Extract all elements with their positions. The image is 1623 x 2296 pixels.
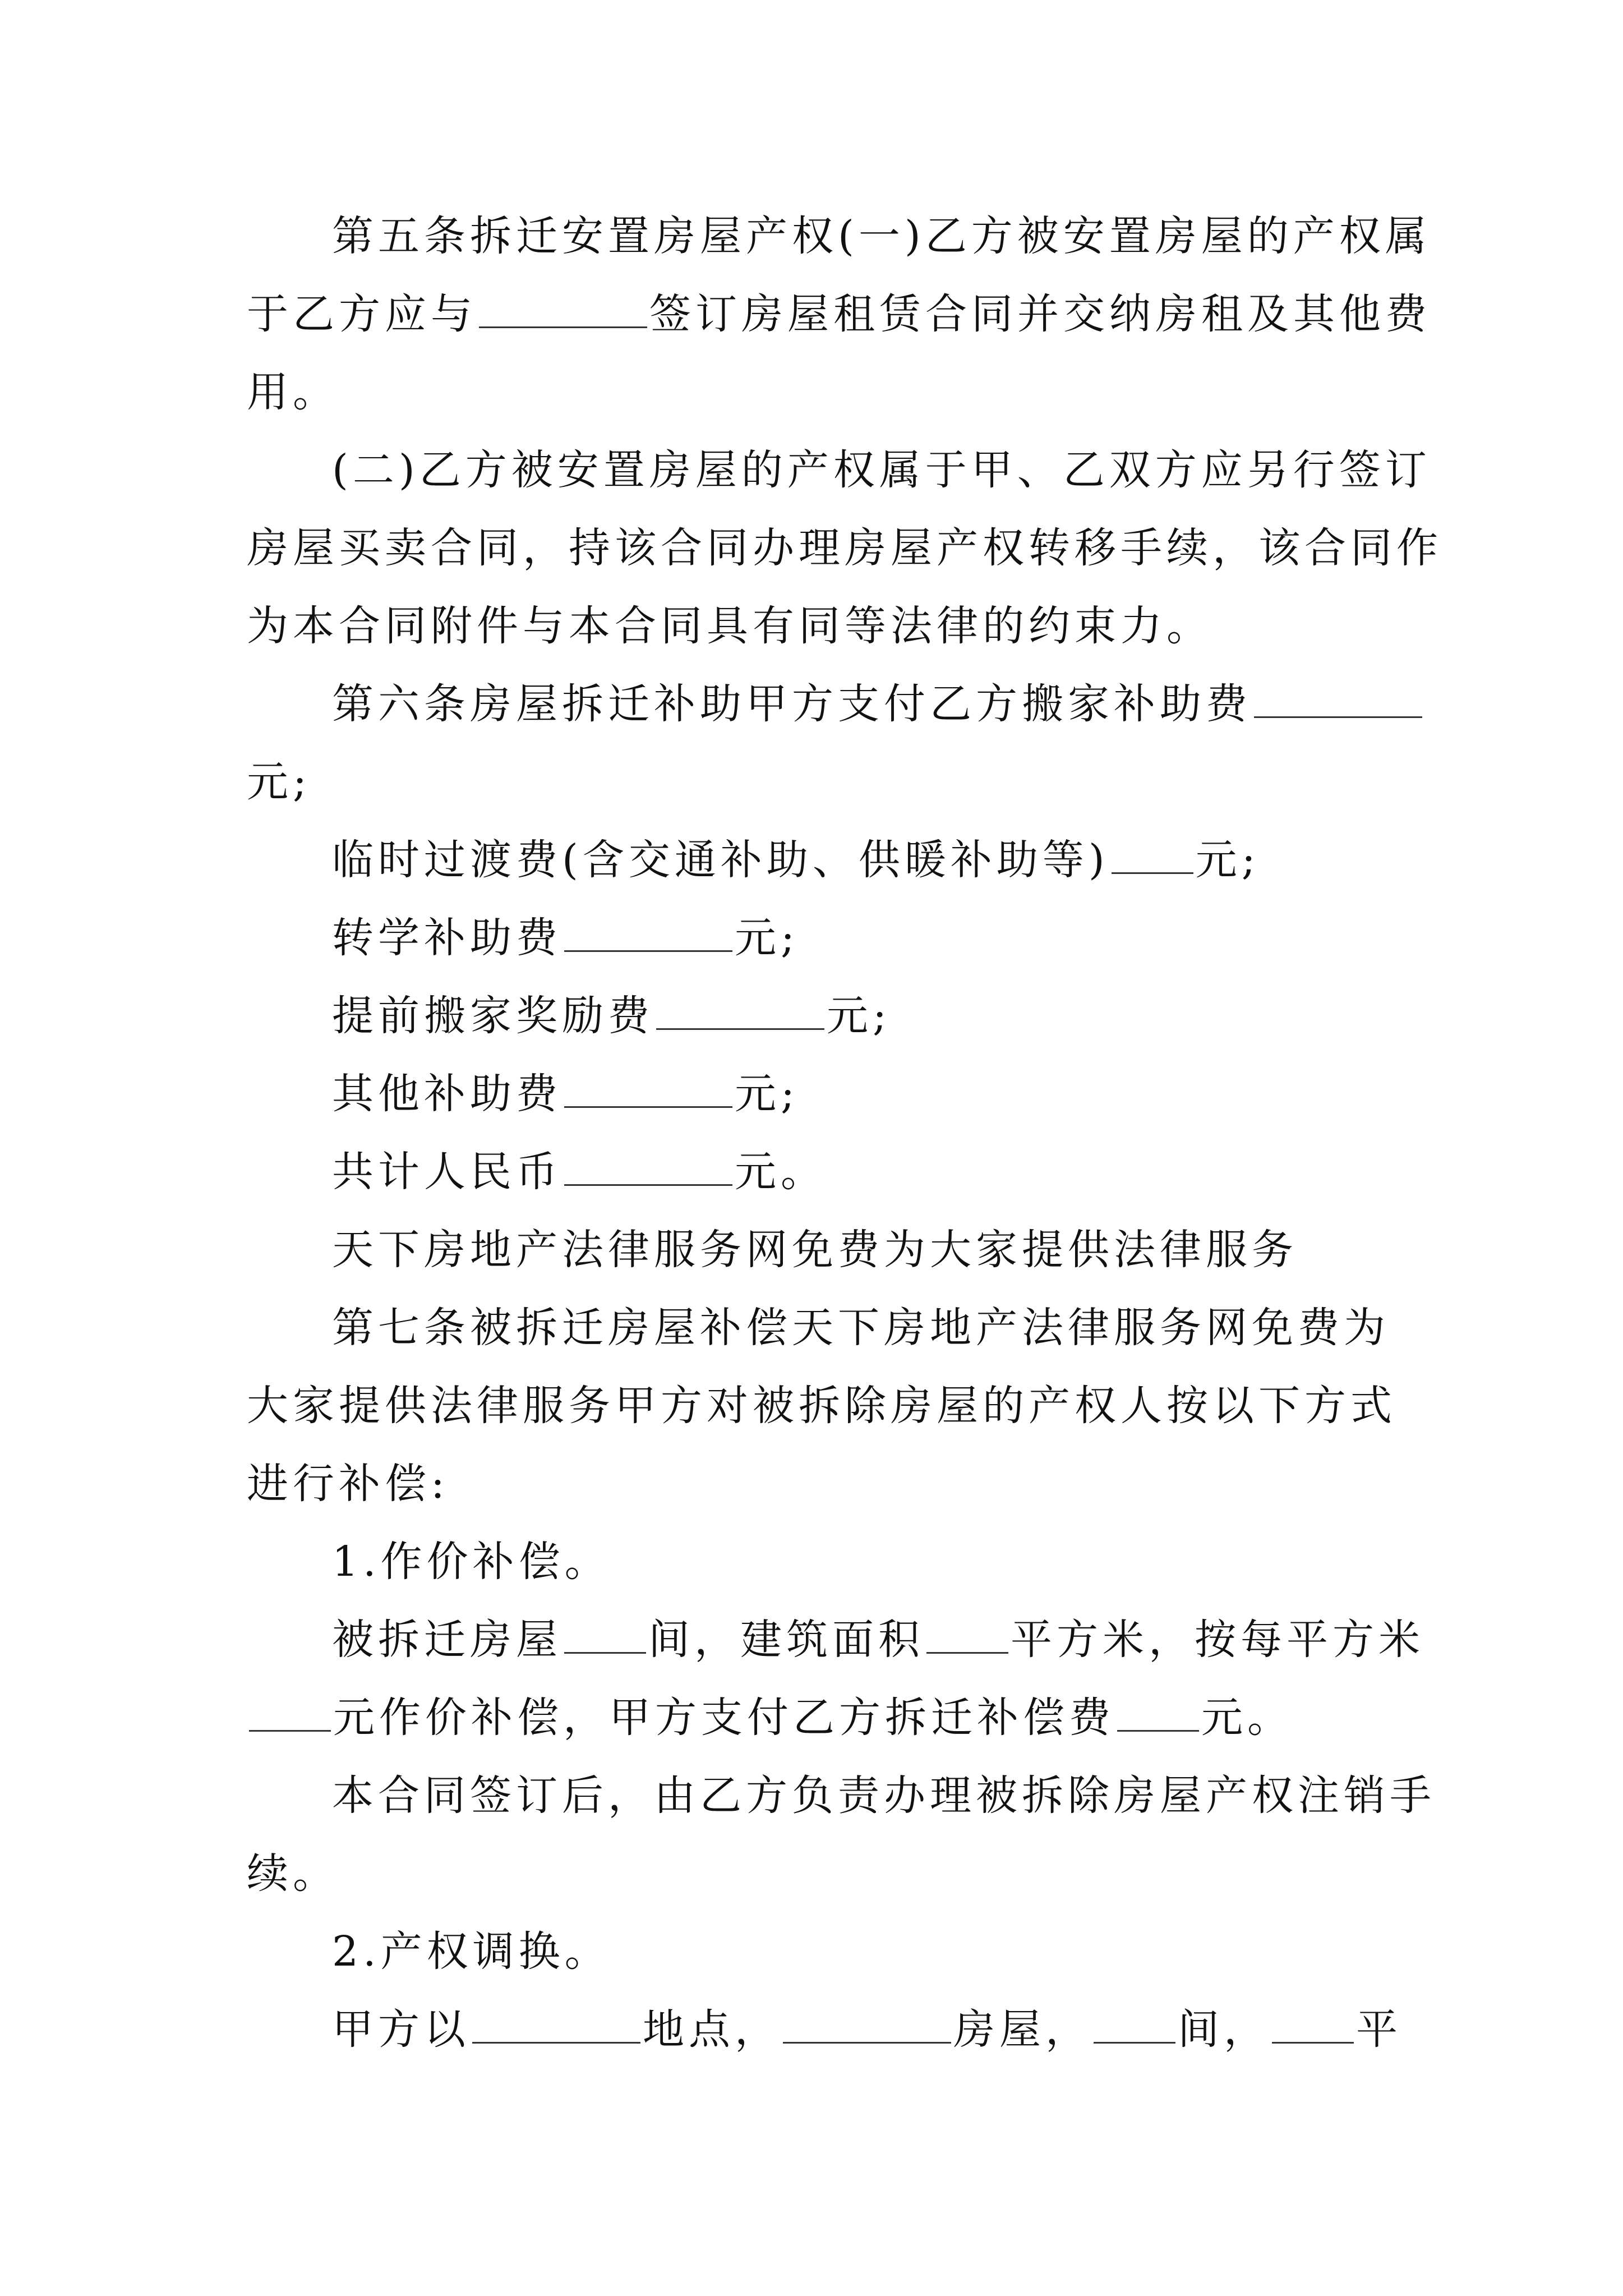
blank-field <box>472 2008 640 2044</box>
paragraph-line <box>247 899 1385 977</box>
text-run: 平方米，按每平方米 <box>1011 1616 1424 1664</box>
blank-field <box>564 917 732 952</box>
text-run: 地点， <box>643 2005 781 2054</box>
blank-field <box>564 1151 732 1186</box>
text-run: 元。 <box>735 1148 827 1196</box>
blank-field <box>1117 1696 1199 1732</box>
text-run: 元; <box>735 914 799 962</box>
text-run: (二)乙方被安置房屋的产权属于甲、乙双方应另行签订 <box>332 446 1431 494</box>
paragraph-line <box>247 509 1442 587</box>
blank-field <box>1112 839 1193 874</box>
paragraph-line <box>247 1913 1385 1991</box>
text-run: 被拆迁房屋 <box>332 1616 562 1664</box>
blank-field <box>926 1618 1008 1654</box>
paragraph-line <box>247 275 1431 353</box>
text-run: 共计人民币 <box>332 1148 562 1196</box>
text-run: 元; <box>247 758 311 806</box>
paragraph-line <box>247 1991 1402 2069</box>
text-run: 转学补助费 <box>332 914 562 962</box>
text-run: 为本合同附件与本合同具有同等法律的约束力。 <box>247 602 1212 650</box>
text-run: 元; <box>735 1070 799 1118</box>
text-run: 临时过渡费(含交通补助、供暖补助等) <box>332 836 1109 884</box>
text-run: 进行补偿: <box>247 1460 449 1508</box>
blank-field <box>479 293 647 328</box>
text-run: 用。 <box>247 368 339 416</box>
blank-field <box>249 1696 331 1732</box>
text-run: 续。 <box>247 1849 339 1898</box>
paragraph-line <box>247 1835 1385 1913</box>
paragraph-line <box>247 1055 1385 1133</box>
text-run: 1.作价补偿。 <box>332 1538 611 1586</box>
blank-field <box>656 995 824 1030</box>
text-run: 大家提供法律服务甲方对被拆除房屋的产权人按以下方式 <box>247 1382 1396 1430</box>
text-run: 签订房屋租赁合同并交纳房租及其他费 <box>649 290 1431 338</box>
text-run: 提前搬家奖励费 <box>332 992 654 1040</box>
blank-field <box>564 1618 646 1654</box>
text-run: 第七条被拆迁房屋补偿天下房地产法律服务网免费为 <box>332 1304 1390 1352</box>
blank-field <box>783 2008 951 2044</box>
text-run: 第五条拆迁安置房屋产权(一)乙方被安置房屋的产权属 <box>332 212 1431 260</box>
paragraph-line <box>247 1601 1424 1679</box>
text-run: 元; <box>1195 836 1260 884</box>
blank-field <box>1094 2008 1175 2044</box>
paragraph-line <box>247 743 1385 821</box>
paragraph-line <box>247 977 1385 1055</box>
contract-text <box>247 197 1442 2069</box>
paragraph-line <box>247 1679 1385 1757</box>
text-run: 元作价补偿，甲方支付乙方拆迁补偿费 <box>333 1694 1115 1742</box>
paragraph-line <box>247 353 1385 431</box>
text-run: 天下房地产法律服务网免费为大家提供法律服务 <box>332 1226 1298 1274</box>
text-run: 于乙方应与 <box>247 290 477 338</box>
paragraph-line <box>247 197 1431 275</box>
text-run: 间， <box>1178 2005 1270 2054</box>
text-run: 2.产权调换。 <box>332 1927 611 1976</box>
paragraph-line <box>247 587 1385 665</box>
paragraph-line <box>247 1133 1385 1211</box>
paragraph-line <box>247 1211 1385 1289</box>
blank-field <box>564 1073 732 1108</box>
text-run: 房屋买卖合同，持该合同办理房屋产权转移手续，该合同作 <box>247 524 1442 572</box>
paragraph-line <box>247 1367 1396 1445</box>
text-run: 元; <box>827 992 891 1040</box>
paragraph-line <box>247 1289 1390 1367</box>
paragraph-line <box>247 1523 1385 1601</box>
paragraph-line <box>247 431 1431 509</box>
text-run: 间，建筑面积 <box>648 1616 924 1664</box>
paragraph-line <box>247 1445 1385 1523</box>
text-run: 其他补助费 <box>332 1070 562 1118</box>
blank-field <box>1254 683 1422 718</box>
text-run: 元。 <box>1201 1694 1293 1742</box>
text-run: 房屋， <box>953 2005 1091 2054</box>
paragraph-line <box>247 821 1385 899</box>
paragraph-line <box>247 1757 1436 1835</box>
paragraph-line <box>247 665 1385 743</box>
blank-field <box>1272 2008 1354 2044</box>
text-run: 本合同签订后，由乙方负责办理被拆除房屋产权注销手 <box>332 1772 1436 1820</box>
text-run: 甲方以 <box>332 2005 470 2054</box>
text-run: 平 <box>1356 2005 1402 2054</box>
text-run: 第六条房屋拆迁补助甲方支付乙方搬家补助费 <box>332 680 1252 728</box>
